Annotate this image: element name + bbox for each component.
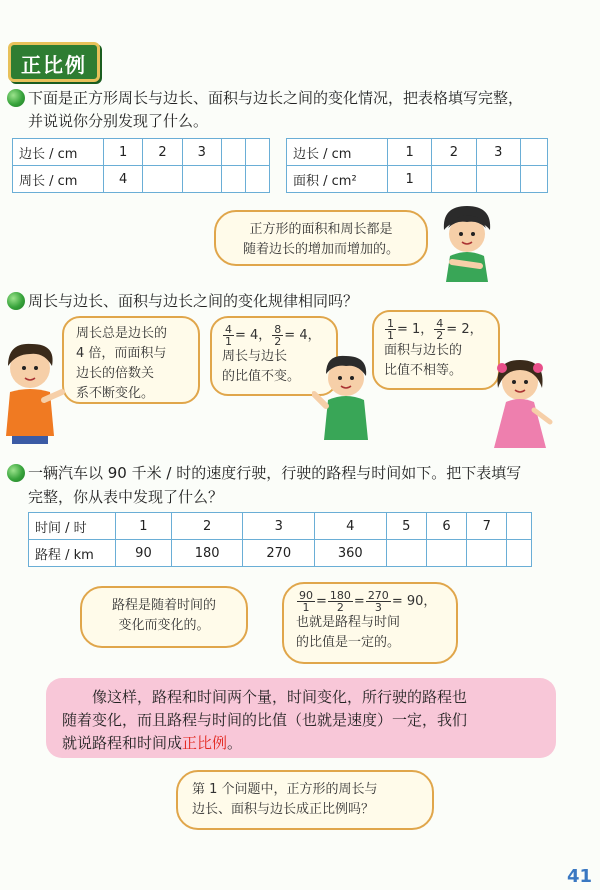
- definition-line1: 像这样，路程和时间两个量，时间变化，所行驶的路程也: [92, 688, 468, 706]
- bubble-text: 面积与边长的: [384, 343, 463, 358]
- row-header: 路程 / km: [29, 540, 116, 567]
- speech-bubble-area-ratio: [372, 310, 500, 390]
- table-side-perimeter: [12, 138, 270, 193]
- bubble-text: 系不断变化。: [76, 386, 155, 401]
- bullet-icon: [7, 89, 25, 107]
- bubble-text: 的比值是一定的。: [296, 635, 401, 650]
- bullet-icon: [7, 292, 25, 310]
- table-cell: 3: [182, 139, 221, 166]
- table-cell: [245, 166, 269, 193]
- table-cell: 2: [143, 139, 182, 166]
- girl-pink-illustration: [484, 352, 556, 452]
- bubble-text: 边长的倍数关: [76, 366, 155, 381]
- bubble-text: 正方形的面积和周长都是: [249, 222, 393, 237]
- table-cell: [426, 540, 466, 567]
- highlight-term: 正比例: [182, 734, 228, 752]
- bullet-icon: [7, 464, 25, 482]
- table-cell: 180: [171, 540, 243, 567]
- table-cell: 2: [432, 139, 476, 166]
- table-row: [13, 139, 270, 166]
- bubble-text: 第 1 个问题中，正方形的周长与: [192, 782, 378, 797]
- table-cell: 4: [104, 166, 143, 193]
- table-cell: [520, 166, 547, 193]
- table-row: [29, 513, 532, 540]
- table-row: [287, 166, 548, 193]
- table-cell: [245, 139, 269, 166]
- table-cell: [507, 540, 532, 567]
- definition-box: [46, 678, 556, 758]
- table-cell: 1: [116, 513, 172, 540]
- section-title: 正比例: [21, 53, 87, 77]
- bubble-text: 周长与边长: [222, 349, 288, 364]
- speech-bubble-question: [176, 770, 434, 830]
- speech-bubble-area-perimeter: [214, 210, 428, 266]
- section-title-badge: [8, 42, 100, 82]
- fraction: $\frac{90}{1}$: [299, 589, 313, 614]
- definition-line3: 就说路程和时间成正比例。: [62, 734, 243, 752]
- table-cell: 3: [476, 139, 520, 166]
- table-cell: [467, 540, 507, 567]
- bubble-text: 4 倍，而面积与: [76, 346, 167, 361]
- q3-line1: 一辆汽车以 90 千米 / 时的速度行驶，行驶的路程与时间如下。把下表填写: [28, 464, 522, 482]
- table-cell: 3: [243, 513, 315, 540]
- fraction: $\frac{270}{3}$: [367, 589, 389, 614]
- fraction-line: $\frac{1}{1}$ = 1， $\frac{4}{2}$ = 2，: [387, 317, 483, 342]
- bubble-text: 的比值不变。: [222, 369, 301, 384]
- table-cell: [221, 166, 245, 193]
- definition-line2: 随着变化，而且路程与时间的比值（也就是速度）一定，我们: [62, 711, 468, 729]
- speech-bubble-distance-changes: [80, 586, 248, 648]
- q2-text: 周长与边长、面积与边长之间的变化规律相同吗？: [28, 292, 359, 310]
- bubble-text: 比值不相等。: [384, 363, 463, 378]
- page-number: 41: [566, 866, 592, 887]
- table-cell: 7: [467, 513, 507, 540]
- fraction-line: $\frac{4}{1}$ = 4， $\frac{8}{2}$ = 4，: [225, 323, 321, 348]
- table-cell: 6: [426, 513, 466, 540]
- table-row: [287, 139, 548, 166]
- fraction: $\frac{180}{2}$: [329, 589, 351, 614]
- table-cell: [520, 139, 547, 166]
- table-cell: 1: [104, 139, 143, 166]
- table-cell: [507, 513, 532, 540]
- fraction: $\frac{8}{2}$: [274, 323, 282, 348]
- row-header: 面积 / cm²: [287, 166, 388, 193]
- bubble-text: 变化而变化的。: [118, 618, 210, 633]
- row-header: 边长 / cm: [287, 139, 388, 166]
- table-cell: 1: [388, 139, 432, 166]
- table-cell: 270: [243, 540, 315, 567]
- boy-illustration: [432, 200, 502, 282]
- bubble-text: 周长总是边长的: [76, 326, 168, 341]
- table-cell: [386, 540, 426, 567]
- fraction: $\frac{1}{1}$: [387, 317, 394, 342]
- table-row: [13, 166, 270, 193]
- table-cell: [432, 166, 476, 193]
- fraction: $\frac{4}{1}$: [225, 323, 232, 348]
- row-header: 周长 / cm: [13, 166, 104, 193]
- bubble-text: 边长、面积与边长成正比例吗？: [192, 802, 375, 817]
- table-cell: [476, 166, 520, 193]
- table-cell: [143, 166, 182, 193]
- q3-line2: 完整，你从表中发现了什么？: [28, 488, 224, 506]
- table-cell: [221, 139, 245, 166]
- fraction-line: $\frac{90}{1}$ = $\frac{180}{2}$ = $\frac{270}{3}$ = 90，: [299, 589, 437, 614]
- fraction: $\frac{4}{2}$: [436, 317, 444, 342]
- q1-line1: 下面是正方形周长与边长、面积与边长之间的变化情况，把表格填写完整，: [28, 89, 524, 107]
- row-header: 边长 / cm: [13, 139, 104, 166]
- speech-bubble-distance-ratio: [282, 582, 458, 664]
- bubble-text: 随着边长的增加而增加的。: [242, 242, 399, 257]
- boy-orange-illustration: [0, 336, 66, 444]
- table-cell: [182, 166, 221, 193]
- table-cell: 4: [315, 513, 387, 540]
- bubble-text: 也就是路程与时间: [296, 615, 401, 630]
- table-cell: 5: [386, 513, 426, 540]
- table-cell: 2: [171, 513, 243, 540]
- table-row: [29, 540, 532, 567]
- speech-bubble-perimeter-multiple: [62, 316, 200, 404]
- table-side-area: [286, 138, 548, 193]
- row-header: 时间 / 时: [29, 513, 116, 540]
- table-time-distance: [28, 512, 532, 567]
- table-cell: 360: [315, 540, 387, 567]
- table-cell: 1: [388, 166, 432, 193]
- q1-line2: 并说说你分别发现了什么。: [28, 112, 209, 130]
- table-cell: 90: [116, 540, 172, 567]
- boy-green-illustration: [312, 348, 378, 440]
- bubble-text: 路程是随着时间的: [111, 598, 216, 613]
